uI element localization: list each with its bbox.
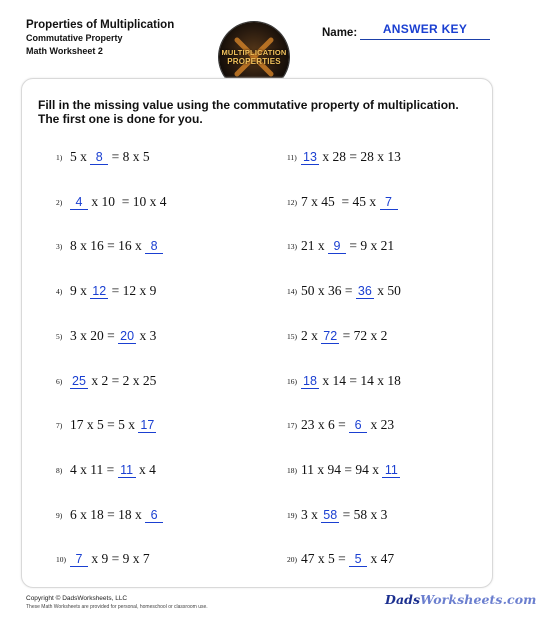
answer-blank: 4 xyxy=(70,196,88,210)
problem-right-text: = 72 x 2 xyxy=(339,327,388,343)
answer-blank: 18 xyxy=(301,375,319,389)
worksheet-subtitle: Commutative Property xyxy=(26,33,123,43)
problem-1 xyxy=(56,149,150,165)
problem-left-text: 3 x 20 = xyxy=(70,327,119,343)
problem-number: 11) xyxy=(287,153,297,162)
answer-blank: 13 xyxy=(301,151,319,165)
problem-11 xyxy=(287,149,401,165)
problem-19 xyxy=(287,507,387,523)
answer-blank: 20 xyxy=(118,330,136,344)
dadsworksheets-logo xyxy=(385,592,537,607)
answer-blank: 72 xyxy=(321,330,339,344)
problem-13 xyxy=(287,238,394,254)
problem-number: 15) xyxy=(287,331,297,341)
problem-right-text: = 8 x 5 xyxy=(108,149,150,164)
problem-right-text: x 28 = 28 x 13 xyxy=(319,149,401,164)
worksheet-header xyxy=(26,18,174,58)
problem-number: 14) xyxy=(287,287,297,297)
problem-9 xyxy=(56,507,163,523)
problem-right-text: x 14 = 14 x 18 xyxy=(319,372,401,388)
problem-right-text: x 3 xyxy=(136,327,157,343)
problem-6 xyxy=(56,373,156,389)
worksheet-title: Properties of Multiplication xyxy=(26,19,175,31)
answer-blank: 25 xyxy=(70,375,88,389)
problem-20 xyxy=(287,551,394,567)
problem-10 xyxy=(56,551,150,567)
answer-blank: 7 xyxy=(70,553,88,567)
problem-3 xyxy=(56,238,163,254)
answer-blank: 11 xyxy=(118,464,136,478)
answer-blank: 12 xyxy=(90,285,108,299)
problem-number: 7) xyxy=(56,421,63,431)
problem-number: 19) xyxy=(287,510,297,520)
answer-blank: 36 xyxy=(356,285,374,299)
problem-left-text: 17 x 5 = 5 x xyxy=(70,417,139,433)
problem-number: 17) xyxy=(287,421,297,431)
problem-right-text: x 23 xyxy=(367,417,395,433)
answer-blank: 8 xyxy=(90,151,108,165)
problem-left-text: 11 x 94 = 94 x xyxy=(301,461,383,477)
problem-12 xyxy=(287,194,398,210)
problem-left-text: 47 x 5 = xyxy=(301,551,350,567)
problem-number: 5) xyxy=(56,331,63,341)
problem-left-text: 3 x xyxy=(301,506,322,522)
name-underline xyxy=(360,39,490,40)
copyright-text: Copyright © DadsWorksheets, LLC xyxy=(26,595,128,602)
worksheet-number: Math Worksheet 2 xyxy=(26,46,103,56)
problem-14 xyxy=(287,283,401,299)
answer-blank: 5 xyxy=(349,553,367,567)
problem-number: 18) xyxy=(287,465,297,475)
instructions: Fill in the missing value using the commutative property of multiplication. The first one is done for you. xyxy=(38,98,459,126)
problem-number: 8) xyxy=(56,465,63,475)
problem-right-text: x 47 xyxy=(367,551,395,567)
problem-right-text: x 2 = 2 x 25 xyxy=(88,372,157,388)
problem-right-text: x 9 = 9 x 7 xyxy=(88,551,150,567)
problem-number: 9) xyxy=(56,510,63,520)
problem-16 xyxy=(287,373,401,389)
problem-number: 3) xyxy=(56,242,63,252)
problem-left-text: 5 x xyxy=(70,149,91,164)
answer-blank: 6 xyxy=(349,419,367,433)
problem-number: 16) xyxy=(287,376,297,386)
problem-number: 1) xyxy=(56,153,63,162)
problem-right-text: x 10 = 10 x 4 xyxy=(88,193,167,209)
problem-number: 2) xyxy=(56,197,63,207)
brand-text-b: Worksheets.com xyxy=(420,592,537,607)
problem-5 xyxy=(56,328,156,344)
logo-text-line2: PROPERTIES xyxy=(227,57,281,66)
problem-4 xyxy=(56,283,156,299)
problem-right-text: x 4 xyxy=(135,461,156,477)
problem-left-text: 23 x 6 = xyxy=(301,417,350,433)
problem-left-text: 6 x 18 = 18 x xyxy=(70,506,146,522)
problem-number: 20) xyxy=(287,555,297,565)
name-value: ANSWER KEY xyxy=(382,22,468,36)
problem-right-text: x 50 xyxy=(373,283,401,299)
problem-left-text: 4 x 11 = xyxy=(70,461,118,477)
answer-blank: 9 xyxy=(328,240,346,254)
answer-blank: 8 xyxy=(145,240,163,254)
problem-left-text: 7 x 45 = 45 x xyxy=(301,193,380,209)
problem-left-text: 8 x 16 = 16 x xyxy=(70,238,146,254)
problem-right-text: = 58 x 3 xyxy=(339,506,388,522)
usage-note: These Math Worksheets are provided for personal, homeschool or classroom use. xyxy=(26,604,208,610)
problem-right-text: = 9 x 21 xyxy=(346,238,395,254)
logo-text-line1: MULTIPLICATION xyxy=(221,48,287,57)
answer-blank: 17 xyxy=(138,419,156,433)
problem-left-text: 2 x xyxy=(301,327,322,343)
answer-blank: 11 xyxy=(382,464,400,478)
answer-blank: 58 xyxy=(321,509,339,523)
answer-blank: 6 xyxy=(145,509,163,523)
problem-number: 13) xyxy=(287,242,297,252)
problem-right-text: = 12 x 9 xyxy=(108,283,157,299)
problem-8 xyxy=(56,462,156,478)
problem-18 xyxy=(287,462,400,478)
brand-text-a: Dads xyxy=(385,592,421,607)
problem-17 xyxy=(287,417,394,433)
problem-2 xyxy=(56,194,167,210)
problem-number: 4) xyxy=(56,287,63,297)
answer-blank: 7 xyxy=(380,196,398,210)
problem-left-text: 50 x 36 = xyxy=(301,283,356,299)
problem-left-text: 9 x xyxy=(70,283,91,299)
problem-number: 6) xyxy=(56,376,63,386)
problem-7 xyxy=(56,417,156,433)
name-label: Name: xyxy=(322,27,358,39)
problem-15 xyxy=(287,328,387,344)
problem-left-text: 21 x xyxy=(301,238,328,254)
problem-number: 12) xyxy=(287,197,297,207)
problem-number: 10) xyxy=(56,555,66,565)
